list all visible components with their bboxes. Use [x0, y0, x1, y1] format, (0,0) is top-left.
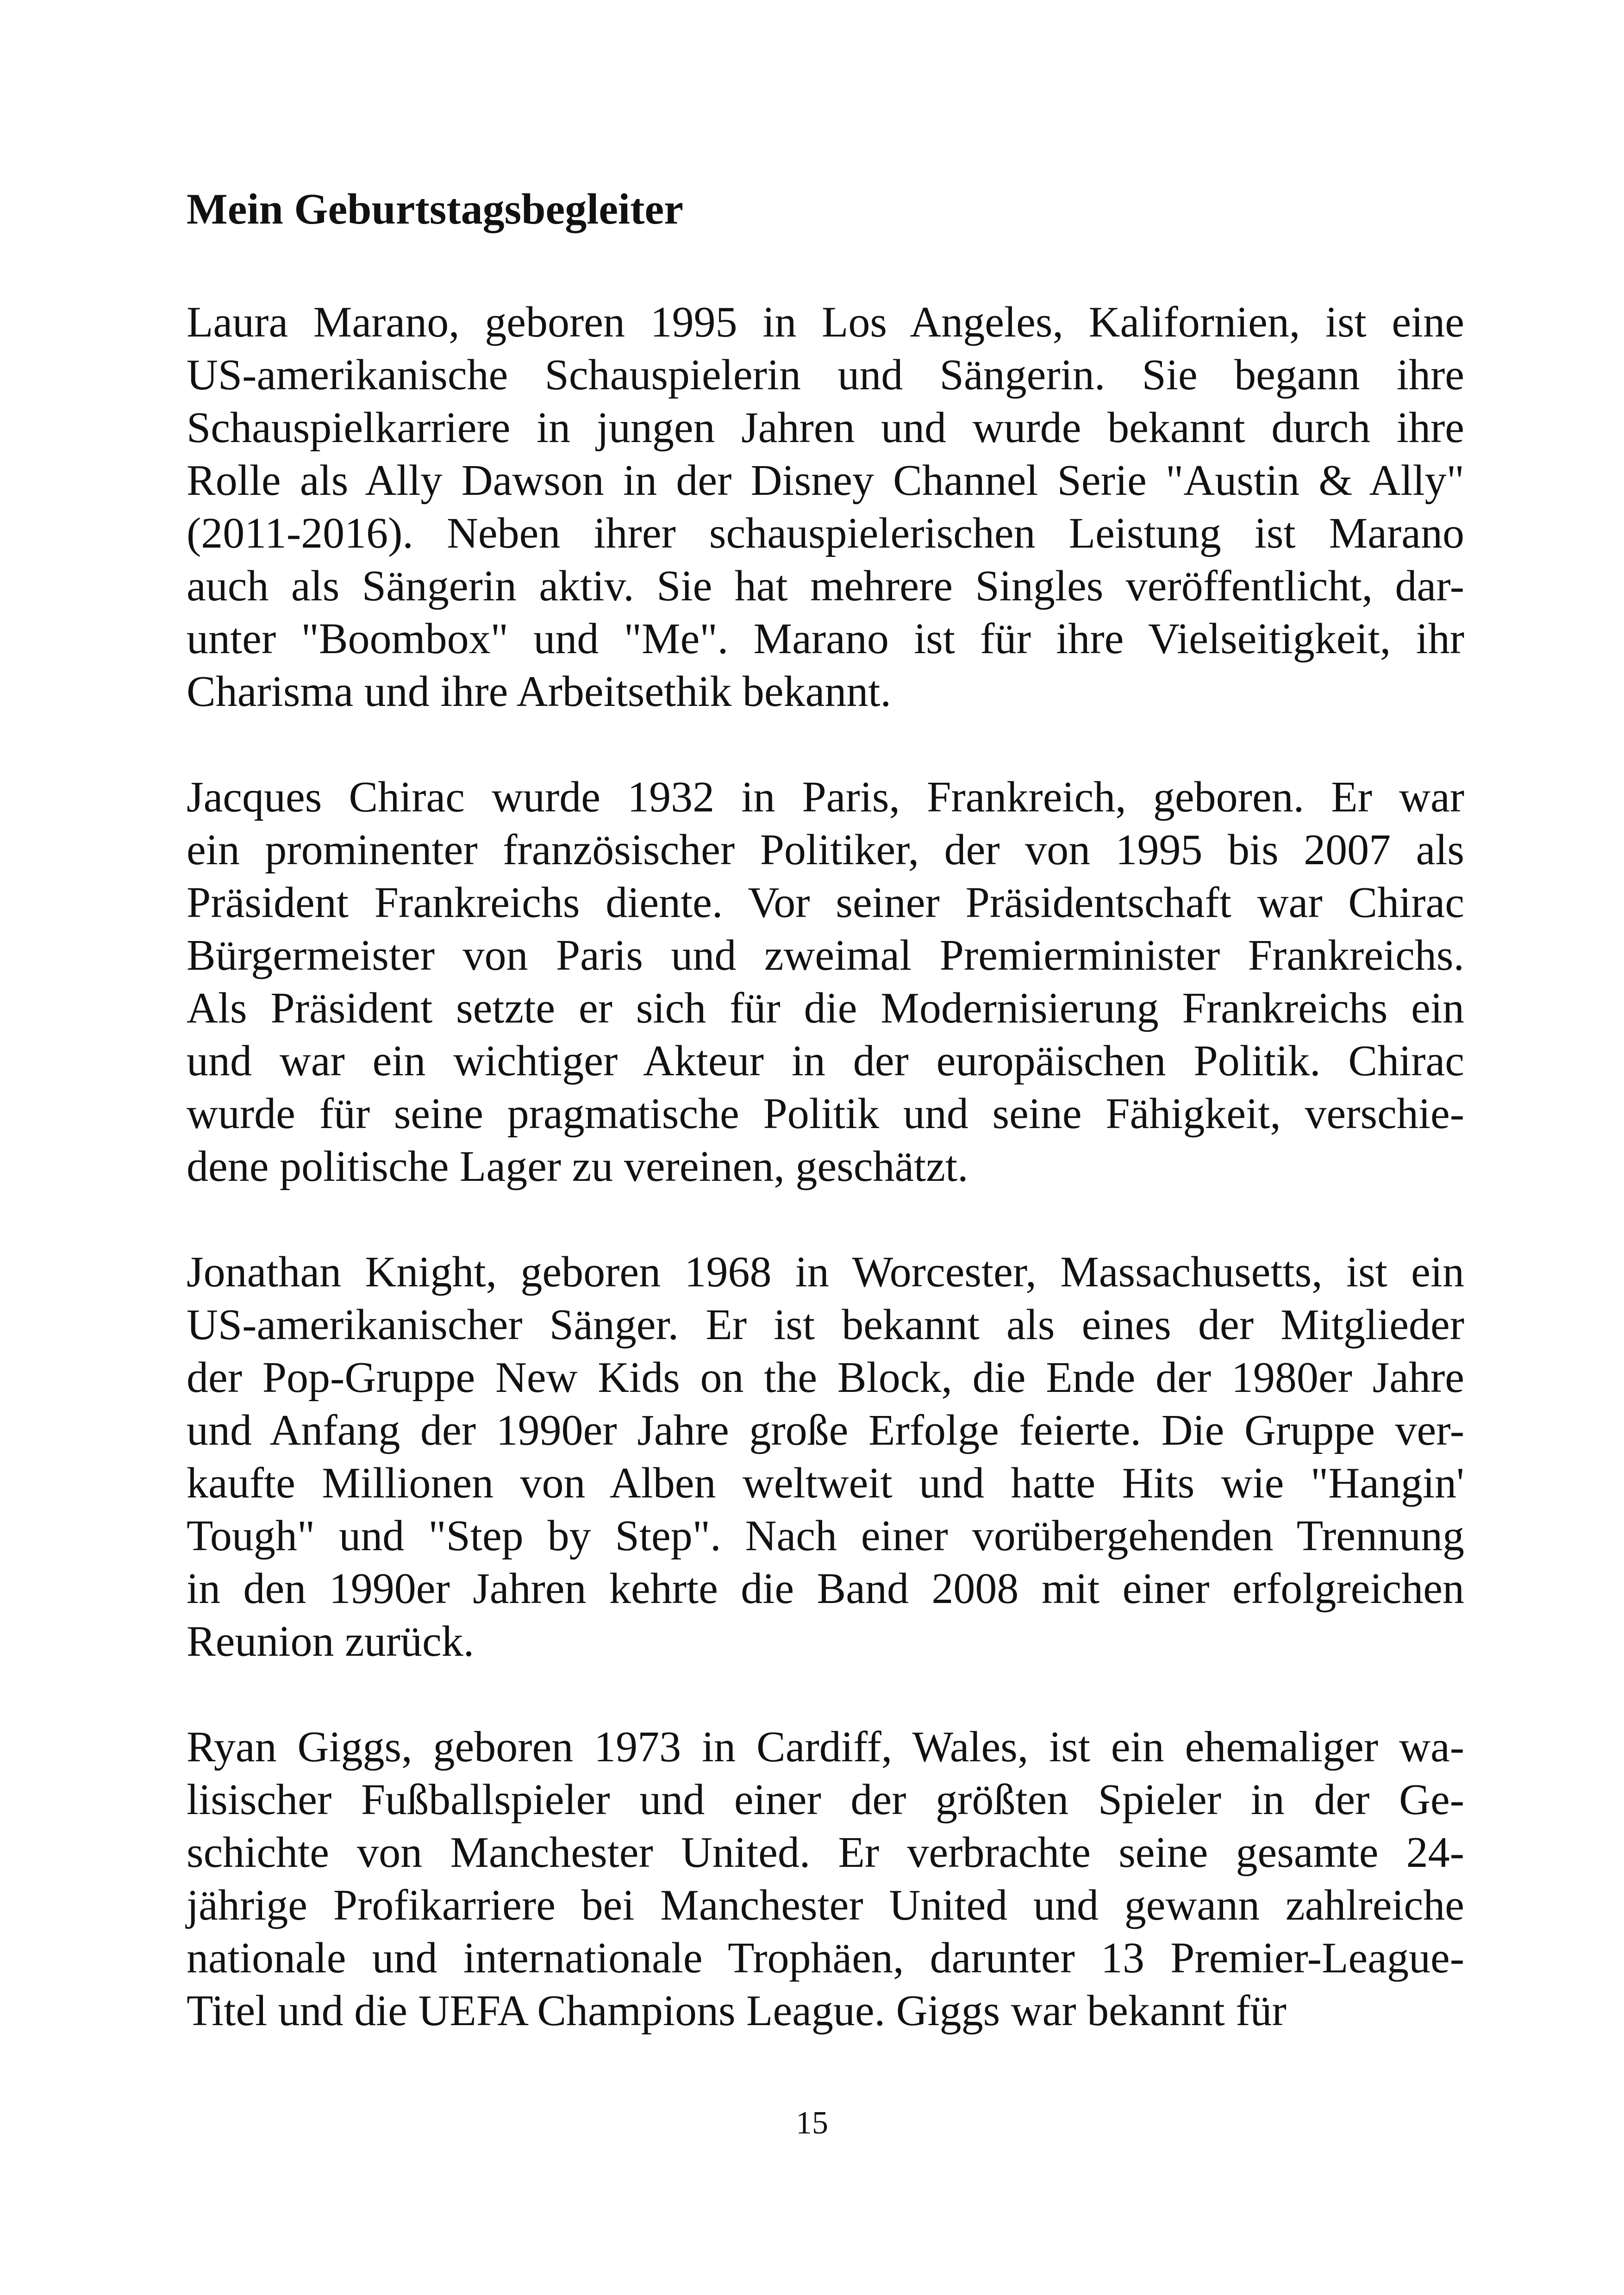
text-line: dene politische Lager zu vereinen, geschätzt.: [187, 1142, 968, 1191]
text-line: US-amerikanische Schauspielerin und Sängerin. Sie begann ihre: [187, 351, 1464, 399]
text-line: Laura Marano, geboren 1995 in Los Angeles, Kalifornien, ist eine: [187, 298, 1464, 346]
text-line: Rolle als Ally Dawson in der Disney Channel Serie "Austin & Ally": [187, 456, 1464, 505]
text-line: Reunion zurück.: [187, 1617, 475, 1665]
text-line: ein prominenter französischer Politiker, der von 1995 bis 2007 als: [187, 826, 1464, 874]
text-line: lisischer Fußballspieler und einer der größten Spieler in der Ge-: [187, 1776, 1464, 1824]
paragraph: [187, 771, 1464, 1193]
text-line: kaufte Millionen von Alben weltweit und hatte Hits wie "Hangin': [187, 1459, 1464, 1507]
text-line: in den 1990er Jahren kehrte die Band 2008 mit einer erfolgreichen: [187, 1565, 1464, 1613]
text-line: Tough" und "Step by Step". Nach einer vorübergehenden Trennung: [187, 1512, 1464, 1560]
text-line: auch als Sängerin aktiv. Sie hat mehrere Singles veröffentlicht, dar-: [187, 562, 1464, 610]
text-line: (2011-2016). Neben ihrer schauspielerischen Leistung ist Marano: [187, 509, 1464, 557]
page-number: 15: [796, 2105, 828, 2141]
text-line: Schauspielkarriere in jungen Jahren und wurde bekannt durch ihre: [187, 404, 1464, 452]
text-line: Jacques Chirac wurde 1932 in Paris, Frankreich, geboren. Er war: [187, 773, 1464, 821]
text-line: Titel und die UEFA Champions League. Giggs war bekannt für: [187, 1987, 1287, 2035]
text-line: US-amerikanischer Sänger. Er ist bekannt als eines der Mitglieder: [187, 1301, 1464, 1349]
page-content: [187, 183, 1464, 2090]
paragraph: [187, 1721, 1464, 2037]
paragraph-list: [187, 296, 1464, 2037]
text-line: schichte von Manchester United. Er verbrachte seine gesamte 24-: [187, 1828, 1464, 1877]
text-line: unter "Boombox" und "Me". Marano ist für ihre Vielseitigkeit, ihr: [187, 615, 1464, 663]
text-line: Bürgermeister von Paris und zweimal Premierminister Frankreichs.: [187, 931, 1464, 979]
text-line: und Anfang der 1990er Jahre große Erfolge feierte. Die Gruppe ver-: [187, 1406, 1464, 1454]
text-line: Präsident Frankreichs diente. Vor seiner Präsidentschaft war Chirac: [187, 879, 1464, 927]
text-line: und war ein wichtiger Akteur in der europäischen Politik. Chirac: [187, 1037, 1464, 1085]
paragraph: [187, 1246, 1464, 1668]
text-line: nationale und internationale Trophäen, darunter 13 Premier-League-: [187, 1934, 1464, 1982]
page-heading: Mein Geburtstagsbegleiter: [187, 185, 683, 233]
text-line: jährige Profikarriere bei Manchester United und gewann zahlreiche: [187, 1881, 1464, 1929]
paragraph: [187, 296, 1464, 718]
text-line: Jonathan Knight, geboren 1968 in Worcester, Massachusetts, ist ein: [187, 1248, 1464, 1296]
text-line: der Pop-Gruppe New Kids on the Block, die Ende der 1980er Jahre: [187, 1353, 1464, 1402]
text-line: wurde für seine pragmatische Politik und seine Fähigkeit, verschie-: [187, 1090, 1464, 1138]
text-line: Ryan Giggs, geboren 1973 in Cardiff, Wales, ist ein ehemaliger wa-: [187, 1723, 1464, 1771]
text-line: Charisma und ihre Arbeitsethik bekannt.: [187, 667, 891, 716]
text-line: Als Präsident setzte er sich für die Modernisierung Frankreichs ein: [187, 984, 1464, 1032]
